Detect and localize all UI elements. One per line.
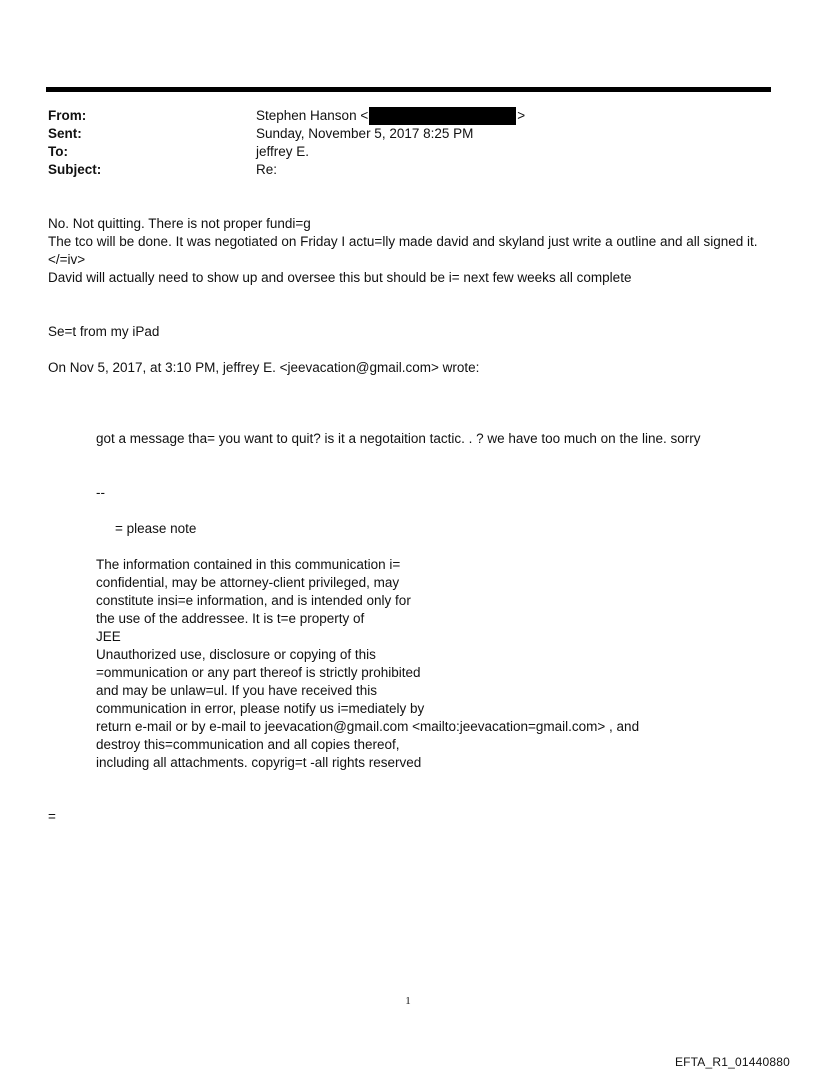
disclaimer-line: constitute insi=e information, and is intended only for [96,593,411,608]
body-line: </=iv> [48,252,86,267]
quoted-message: got a message tha= you want to quit? is it a negotaition tactic. . ? we have too much on the line. sorry [96,431,701,446]
quote-intro: On Nov 5, 2017, at 3:10 PM, jeffrey E. <jeevacation@gmail.com> wrote: [48,360,480,375]
disclaimer-line: communication in error, please notify us i=mediately by [96,701,425,716]
redaction-box [369,107,516,125]
trailer-equals: = [48,809,56,824]
disclaimer-line: Unauthorized use, disclosure or copying of this [96,647,376,662]
header-rule [46,87,771,92]
disclaimer-line: the use of the addressee. It is t=e property of [96,611,365,626]
disclaimer-line: and may be unlaw=ul. If you have received this [96,683,378,698]
sent-label: Sent: [48,126,82,141]
subject-label: Subject: [48,162,102,177]
disclaimer-line: confidential, may be attorney-client privileged, may [96,575,400,590]
body-line: The tco will be done. It was negotiated on Friday I actu=lly made david and skyland just write a outline and all signed it. [48,234,758,249]
signature-dash: -- [96,485,105,500]
disclaimer-line: The information contained in this communication i= [96,557,401,572]
to-label: To: [48,144,68,159]
body-line: David will actually need to show up and oversee this but should be i= next few weeks all complete [48,270,632,285]
from-suffix: > [517,108,526,123]
bates-number: EFTA_R1_01440880 [674,1055,790,1069]
from-label: From: [48,108,87,123]
disclaimer-line: including all attachments. copyrig=t -all rights reserved [96,755,422,770]
from-value [256,107,525,125]
sent-from-line: Se=t from my iPad [48,324,160,339]
disclaimer-line: destroy this=communication and all copies thereof, [96,737,400,752]
sent-value: Sunday, November 5, 2017 8:25 PM [256,126,474,141]
disclaimer-line: return e-mail or by e-mail to jeevacation@gmail.com <mailto:jeevacation=gmail.com> , and [96,719,640,734]
disclaimer-line: =ommunication or any part thereof is strictly prohibited [96,665,421,680]
sender-name: Stephen Hanson < [256,108,369,123]
subject-value: Re: [256,162,278,177]
to-value: jeffrey E. [256,144,310,159]
body-line: No. Not quitting. There is not proper fundi=g [48,216,311,231]
disclaimer-line: JEE [96,629,121,644]
please-note: = please note [115,521,197,536]
page-number: 1 [405,995,411,1007]
